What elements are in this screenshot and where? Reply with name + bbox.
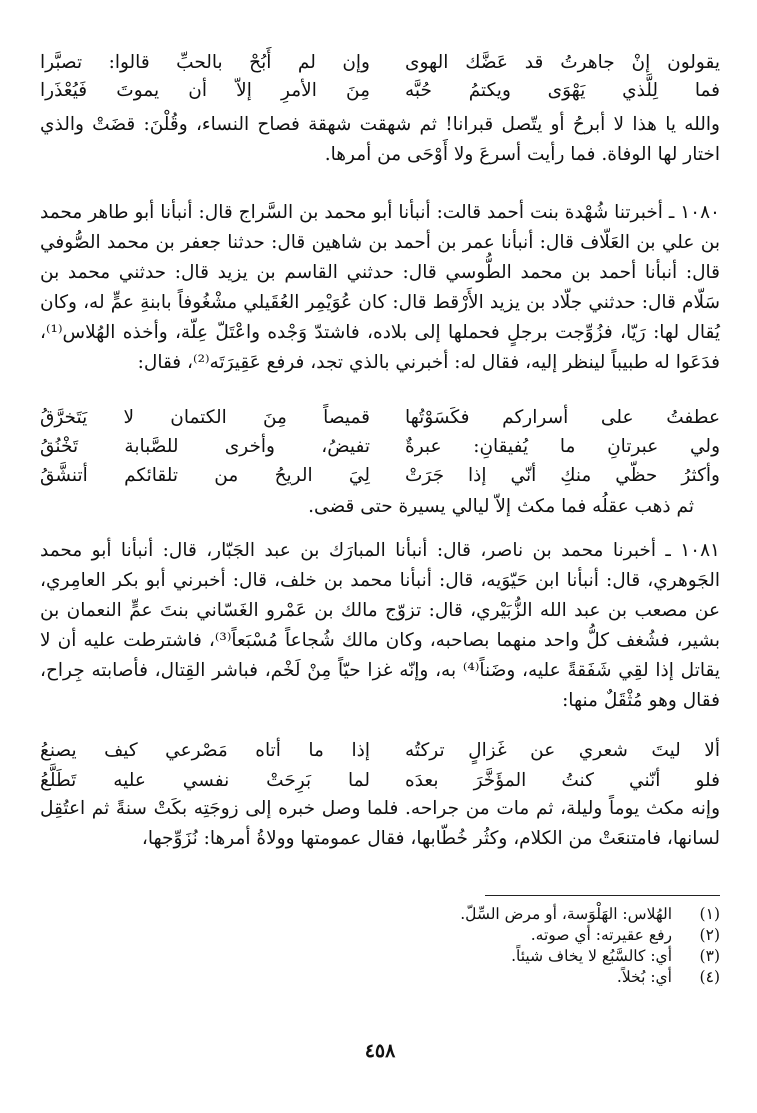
footnote-number: (٣)	[699, 947, 720, 965]
verse-hemistich-first: ولي عبرتانِ ما يُفيقانِ: عبرةٌ	[405, 436, 720, 457]
paragraph-narration-1081: ١٠٨١ ـ أخبرنا محمد بن ناصر، قال: أنبأنا المبارَك بن عبد الجَبّار، قال: أنبأنا أبو محمد الجَوهري، قال: أنبأنا ابن حَيّوَيه، قال: أنبأنا محمد بن خلف، قال: أخبرني أبو بكر العامِري، عن مصعب بن عبد الله الزُّبَيْري، قال: تزوّج مالك بن عَمْرو الغَسّاني بنتَ عمٍّ النعمان بن بشير، فشُغف كلُّ واحد منهما بصاحبه، وكان مالك شُجاعاً مُسْبَعاً⁽³⁾، فاشترطت عليه أن لا يقاتل إذا لقِي شَفَقةً عليه، وضَناً⁽⁴⁾ به، وإنّه غزا حيّاً مِنْ لَخْم، فباشر القِتال، فأصابته جِراح، فقال وهو مُثْقَلٌ منها:	[40, 540, 721, 711]
footnote	[40, 946, 720, 967]
verse-line	[40, 465, 720, 494]
poem-top	[40, 52, 720, 108]
verse-line	[40, 436, 720, 465]
verse-hemistich-first: عطفتُ على أسراركم فكَسَوْتُها	[405, 407, 720, 428]
verse-line	[40, 740, 720, 770]
footnote-text: رفع عقيرته: أي صوته.	[530, 926, 672, 944]
verse-hemistich-first: فما لِلَّذي يَهْوَى ويكتمُ حُبَّه	[405, 80, 720, 101]
paragraph: والله يا هذا لا أبرحُ أو يتّصل قبرانا! ثم شهقت شهقة فصاح النساء، وقُلْنَ: قضَتْ والذي اختار لها الوفاة. فما رأيت أسرعَ ولا أَوْحَى من أمرها.	[40, 114, 720, 165]
verse-hemistich-first: وأكثرُ حظّي منكِ أنّي إذا جَرَتْ	[405, 465, 720, 486]
poem-middle	[40, 407, 720, 494]
footnote-text: أي: بُخلاً.	[616, 968, 672, 986]
verse-hemistich-first: فلو أنّني كنتُ المؤَخَّرَ بعدَه	[405, 770, 720, 791]
paragraph: ثم ذهب عقلُه فما مكث إلاّ ليالي يسيرة حتى قضى.	[308, 496, 694, 517]
verse-line	[40, 80, 720, 108]
footnote-text: الهُلاس: الهَلْوَسة، أو مرض السِّلّ.	[460, 905, 672, 923]
verse-hemistich-second: وإن لم أَبُحْ بالحبِّ قالوا: تصبَّرا	[40, 52, 370, 73]
footnote-number: (١)	[699, 905, 720, 923]
poem-lower	[40, 740, 720, 800]
verse-hemistich-second: لِيَ الريحُ من تلقائكم أتنشَّقُ	[40, 465, 370, 486]
footnote-number: (٤)	[699, 968, 720, 986]
paragraph: وإنه مكث يوماً وليلة، ثم مات من جراحه. فلما وصل خبره إلى زوجَتِه بكَتْ سنةً ثم اعتُقِل لسانها، فامتنعَتْ من الكلام، وكثُر خُطّابها، فقال عمومتها وولاةُ أمرها: نُزَوِّجها،	[40, 798, 720, 849]
verse-hemistich-second: إذا ما أتاه مَصْرعي كيف يصنعُ	[40, 740, 370, 761]
footnote-separator	[485, 895, 720, 896]
footnote-text: أي: كالسَّبُع لا يخاف شيئاً.	[511, 947, 672, 965]
paragraph-narration-1080: ١٠٨٠ ـ أخبرتنا شُهْدة بنت أحمد قالت: أنبأنا أبو محمد بن السَّراج قال: أنبأنا أبو طاهر محمد بن علي بن العَلّاف قال: أنبأنا عمر بن أحمد بن شاهين قال: حدثنا جعفر بن محمد الصُّوفي قال: أنبأنا أحمد بن محمد الطُّوسي قال: حدثني القاسم بن يزيد قال: حدثني محمد بن سَلّام قال: حدثني جلّاد بن يزيد الأَرْقط قال: كان عُوَيْمِر العُقَيلي مشْغُوفاً بابنةِ عمٍّ له، وكان يُقال لها: رَيّا، فزُوِّجت برجلٍ فحملها إلى بلاده، فاشتدّ وَجْده واعْتَلّ عِلّة، وأخذه الهُلاس⁽¹⁾، فدَعَوا له طبيباً لينظر إليه، فقال له: أخبرني بالذي تجد، فرفع عَقِيرَتَه⁽²⁾، فقال:	[40, 202, 720, 373]
verse-hemistich-first: ألا ليتَ شعري عن غَزالٍ تركتُه	[405, 740, 720, 761]
page-number: ٤٥٨	[364, 1040, 396, 1062]
verse-hemistich-second: مِنَ الأمرِ إلاّ أن يموتَ فَيُعْذَرا	[40, 80, 370, 101]
footnote-number: (٢)	[699, 926, 720, 944]
verse-hemistich-second: لما بَرِحَتْ نفسي عليه تَطَلَّعُ	[40, 770, 370, 791]
footnote	[40, 904, 720, 925]
footnote	[40, 925, 720, 946]
verse-line	[40, 52, 720, 80]
verse-hemistich-second: تفيضُ، وأخرى للصَّبابة تَخْنُقُ	[40, 436, 370, 457]
book-page	[40, 52, 720, 1072]
footnotes	[40, 904, 720, 988]
verse-hemistich-second: قميصاً مِنَ الكتمان لا يَتَخرَّقُ	[40, 407, 370, 428]
verse-hemistich-first: يقولون إنْ جاهرتُ قد عَضَّك الهوى	[405, 52, 720, 73]
verse-line	[40, 407, 720, 436]
footnote	[40, 967, 720, 988]
